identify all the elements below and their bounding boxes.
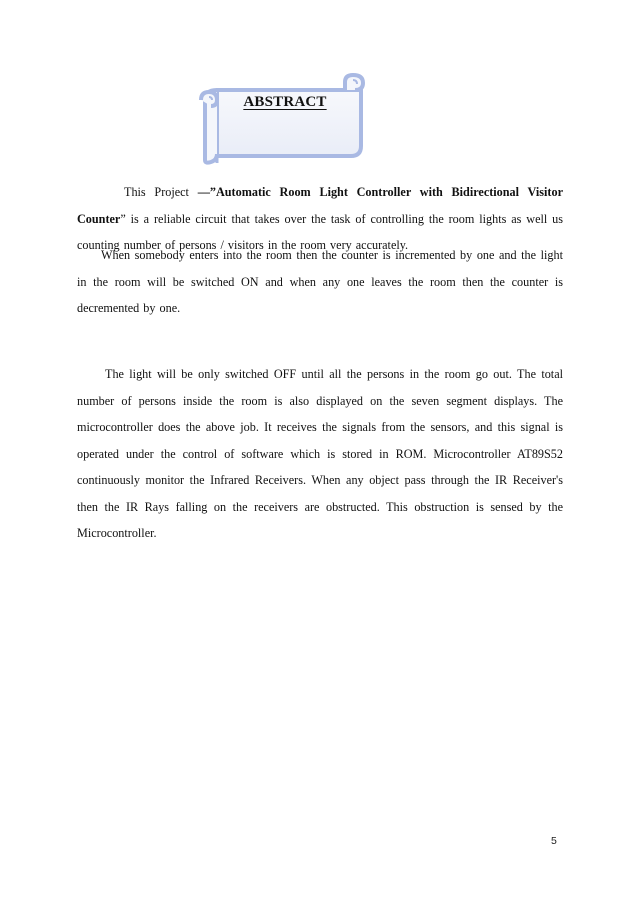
abstract-scroll-banner (195, 70, 375, 165)
project-title: —”Automatic Room Light Controller with Bidirectional Visitor Counter (77, 185, 563, 226)
paragraph-intro-rest: ” is a reliable circuit that takes over the task of controlling the room lights as well us counting number of persons / visitors in the room very accurately. (77, 211, 563, 252)
page-number: 5 (551, 835, 557, 847)
scroll-shape (195, 70, 375, 165)
paragraph-intro-lead: This Project (124, 185, 198, 199)
abstract-heading: ABSTRACT (243, 94, 327, 110)
paragraph-counter: When somebody enters into the room then the counter is incremented by one and the light in the room will be switched ON and when any one leaves the room then the counter is decremented by one. (77, 248, 563, 315)
paragraph-operation: The light will be only switched OFF until all the persons in the room go out. The total number of persons inside the room is also displayed on the seven segment displays. The microcontroller does the above job. It receives the signals from the sensors, and this signal is operated under the control of software which is stored in ROM. Microcontroller AT89S52 continuously monitor the Infrared Receivers. When any object pass through the IR Receiver's then the IR Rays falling on the receivers are obstructed. This obstruction is sensed by the Microcontroller. (77, 367, 563, 540)
